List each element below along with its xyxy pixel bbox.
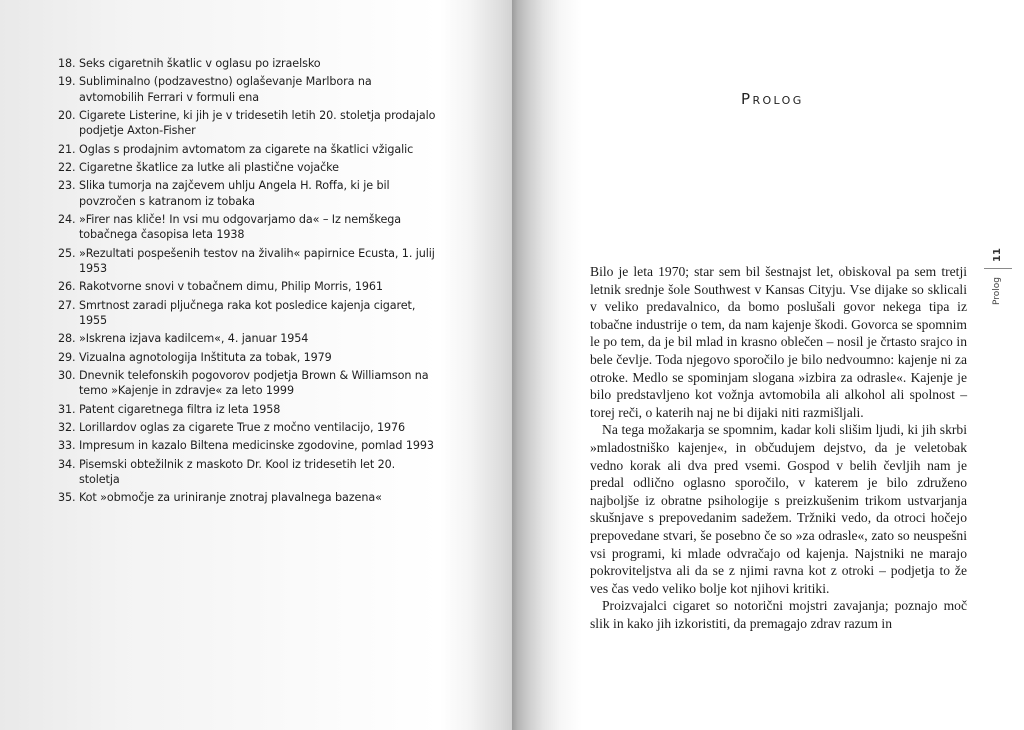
figure-number: 32. bbox=[58, 420, 76, 434]
body-text bbox=[590, 263, 967, 632]
figure-caption: Pisemski obtežilnik z maskoto Dr. Kool iz tridesetih let 20. stoletja bbox=[79, 457, 396, 486]
figure-list-item bbox=[58, 160, 438, 175]
figure-caption: Vizualna agnotologija Inštituta za tobak, 1979 bbox=[79, 350, 332, 364]
figure-number: 26. bbox=[58, 280, 76, 294]
figure-caption: Kot »območje za uriniranje znotraj plavalnega bazena« bbox=[79, 491, 382, 505]
figure-number: 25. bbox=[58, 246, 76, 260]
figure-number: 28. bbox=[58, 332, 76, 346]
figure-list-item bbox=[58, 279, 438, 294]
figure-number: 19. bbox=[58, 75, 76, 89]
figure-number: 35. bbox=[58, 491, 76, 505]
figure-caption: Impresum in kazalo Biltena medicinske zgodovine, pomlad 1993 bbox=[79, 439, 434, 453]
figure-caption: Cigarete Listerine, ki jih je v tridesetih letih 20. stoletja prodajalo podjetje Axton-Fisher bbox=[79, 108, 436, 138]
figure-caption: Patent cigaretnega filtra iz leta 1958 bbox=[79, 402, 281, 416]
running-head-rule bbox=[984, 268, 1012, 269]
figure-caption: Lorillardov oglas za cigarete True z močno ventilacijo, 1976 bbox=[79, 420, 406, 434]
figure-caption: Dnevnik telefonskih pogovorov podjetja Brown & Williamson na temo »Kajenje in zdravje« za leto 1999 bbox=[79, 368, 429, 398]
figure-list-item bbox=[58, 212, 438, 242]
figure-caption: Oglas s prodajnim avtomatom za cigarete na škatlici vžigalic bbox=[79, 142, 414, 156]
figure-list-item bbox=[58, 331, 438, 346]
figure-number: 22. bbox=[58, 160, 76, 174]
figure-caption: »Rezultati pospešenih testov na živalih« papirnice Ecusta, 1. julij 1953 bbox=[79, 246, 435, 275]
figure-number: 33. bbox=[58, 439, 76, 453]
figure-list-item bbox=[58, 108, 438, 138]
figure-list-item bbox=[58, 56, 438, 71]
page-number: 11 bbox=[992, 248, 1003, 262]
figure-caption: Smrtnost zaradi pljučnega raka kot posledice kajenja cigaret, 1955 bbox=[79, 298, 416, 327]
figure-list bbox=[58, 56, 438, 509]
figure-list-item bbox=[58, 457, 438, 487]
figure-caption: Seks cigaretnih škatlic v oglasu po izraelsko bbox=[79, 57, 321, 70]
figure-list-item bbox=[58, 420, 438, 435]
figure-number: 30. bbox=[58, 368, 76, 382]
figure-caption: Cigaretne škatlice za lutke ali plastične vojačke bbox=[79, 160, 339, 174]
figure-caption: Subliminalno (podzavestno) oglaševanje Marlbora na avtomobilih Ferrari v formuli ena bbox=[79, 75, 372, 104]
figure-number: 24. bbox=[58, 212, 76, 226]
figure-number: 18. bbox=[58, 57, 76, 70]
figure-list-item bbox=[58, 438, 438, 453]
figure-number: 29. bbox=[58, 350, 76, 364]
figure-list-item bbox=[58, 178, 438, 208]
figure-number: 27. bbox=[58, 298, 76, 312]
figure-number: 21. bbox=[58, 142, 76, 156]
paragraph: Proizvajalci cigaret so notorični mojstri zavajanja; poznajo moč slik in kako jih izkoristiti, da premagajo zdrav razum in bbox=[590, 598, 967, 631]
figure-list-item bbox=[58, 402, 438, 417]
figure-caption: »Firer nas kliče! In vsi mu odgovarjamo da« – Iz nemškega tobačnega časopisa leta 1938 bbox=[79, 212, 402, 242]
figure-number: 23. bbox=[58, 179, 76, 193]
figure-list-item bbox=[58, 368, 438, 398]
figure-list-item bbox=[58, 142, 438, 157]
figure-number: 20. bbox=[58, 108, 76, 122]
figure-list-item bbox=[58, 298, 438, 328]
paragraph: Na tega možakarja se spomnim, kadar koli slišim ljudi, ki jih skrbi »mladostniško kajenje«, in občudujem dejstvo, da je veletobak vedno korak ali dva pred vsemi. Gospod v belih čevljih nam je predal odlično oglasno sporočilo, v katerem je bilo združeno najboljše iz obratne psihologije s preizkušenim trikom ustvarjanja skušnjave s prepovedanim sadežem. Tržniki vedo, da otroci hočejo prepovedane stvari, še posebno če so »za odrasle«, zato so neuspešni vsi programi, ki mlade odvračajo od kajenja. Najstniki ne marajo pokroviteljstva ali da se z njimi ravna kot z otroki – podjetja to že ves čas vedo veliko bolje kot njihovi kritiki. bbox=[590, 422, 967, 596]
figure-list-item bbox=[58, 350, 438, 365]
figure-list-item bbox=[58, 246, 438, 276]
figure-caption: Slika tumorja na zajčevem uhlju Angela H. Roffa, ki je bil povzročen s katranom iz tobaka bbox=[79, 179, 390, 208]
figure-list-item bbox=[58, 490, 438, 505]
figure-caption: »Iskrena izjava kadilcem«, 4. januar 1954 bbox=[79, 332, 309, 346]
paragraph: Bilo je leta 1970; star sem bil šestnajst let, obiskoval pa sem tretji letnik srednje šole Southwest v Kansas Cityju. Vse dijake so sklicali v veliko predavalnico, da bomo poslušali govor nekega tipa iz tobačne industrije o tem, da nam kajenje škodi. Govorca se spomnim le po tem, da je bil mlad in krasno oblečen – nosil je črtasto srajco in bele čevlje. Toda njegovo sporočilo je bilo nedvoumno: kajenje ni za otroke. Medlo se spominjam slogana »izbira za odrasle«. Kajenje je bilo predstavljeno kot vožnja avtomobila ali alkohol ali spolnost – torej reči, o katerih naj ne bi dijaki niti razmišljali. bbox=[590, 264, 967, 420]
figure-caption: Rakotvorne snovi v tobačnem dimu, Philip Morris, 1961 bbox=[79, 280, 383, 294]
chapter-title: Prolog bbox=[741, 90, 804, 108]
running-head: Prolog bbox=[992, 277, 1002, 305]
figure-number: 31. bbox=[58, 402, 76, 416]
figure-list-item bbox=[58, 74, 438, 104]
figure-number: 34. bbox=[58, 457, 76, 471]
